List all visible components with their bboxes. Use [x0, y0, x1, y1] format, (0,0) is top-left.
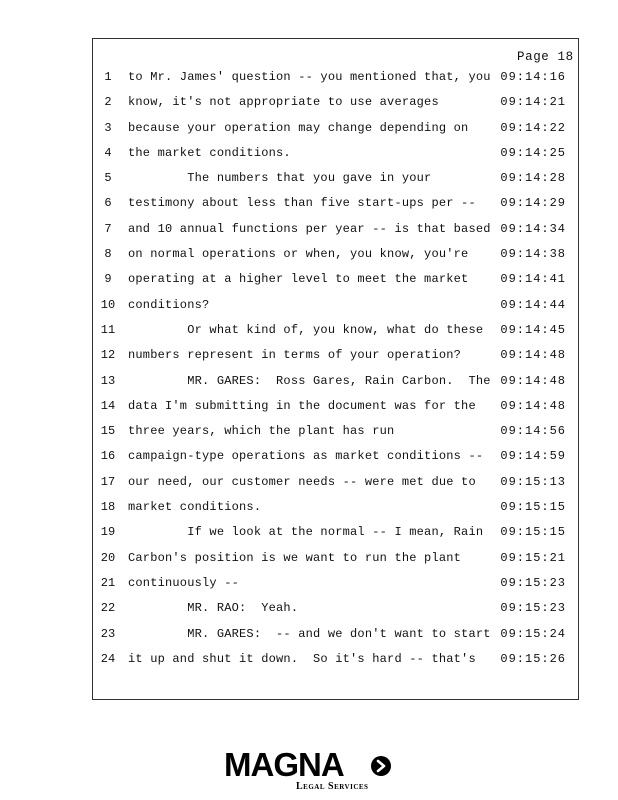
transcript-line	[0, 121, 618, 146]
line-text: The numbers that you gave in your	[128, 171, 432, 186]
timestamp: 09:15:23	[500, 575, 566, 590]
transcript-line	[0, 500, 618, 525]
line-text: If we look at the normal -- I mean, Rain	[128, 525, 484, 540]
line-text: the market conditions.	[128, 145, 291, 160]
transcript-line	[0, 171, 618, 196]
line-text: our need, our customer needs -- were met due to	[128, 474, 476, 489]
timestamp: 09:15:21	[500, 550, 566, 565]
transcript-line	[0, 399, 618, 424]
timestamp: 09:14:25	[500, 145, 566, 160]
line-number: 7	[104, 221, 112, 236]
line-number: 11	[100, 322, 116, 337]
line-text: MR. GARES: Ross Gares, Rain Carbon. The	[128, 373, 491, 388]
transcript-line	[0, 70, 618, 95]
line-text: campaign-type operations as market conditions --	[128, 449, 484, 464]
line-text: to Mr. James' question -- you mentioned that, you	[128, 70, 491, 84]
timestamp: 09:14:44	[500, 297, 566, 312]
line-number: 9	[104, 272, 112, 287]
timestamp: 09:14:45	[500, 322, 566, 337]
transcript-line	[0, 247, 618, 272]
line-text: it up and shut it down. So it's hard -- that's	[128, 651, 476, 666]
transcript-line	[0, 601, 618, 626]
line-number: 12	[100, 348, 116, 363]
transcript-line	[0, 627, 618, 652]
timestamp: 09:14:56	[500, 424, 566, 439]
timestamp: 09:14:48	[500, 348, 566, 363]
page-number: Page 18	[517, 50, 574, 64]
timestamp: 09:15:13	[500, 474, 566, 489]
transcript-line	[0, 196, 618, 221]
arrow-right-circle-icon	[370, 755, 392, 777]
timestamp: 09:15:23	[500, 601, 566, 616]
timestamp: 09:14:22	[500, 120, 566, 135]
line-text: because your operation may change depending on	[128, 120, 469, 135]
timestamp: 09:15:15	[500, 525, 566, 540]
line-text: market conditions.	[128, 500, 262, 515]
line-number: 21	[100, 575, 116, 590]
transcript-line	[0, 95, 618, 120]
line-text: Or what kind of, you know, what do these	[128, 322, 484, 337]
line-text: on normal operations or when, you know, you're	[128, 247, 469, 262]
timestamp: 09:14:38	[500, 247, 566, 262]
line-number: 19	[100, 525, 116, 540]
timestamp: 09:14:21	[500, 95, 566, 110]
timestamp: 09:14:41	[500, 272, 566, 287]
transcript-line	[0, 551, 618, 576]
line-number: 22	[100, 601, 116, 616]
line-text: continuously --	[128, 575, 240, 590]
timestamp: 09:14:48	[500, 373, 566, 388]
line-text: and 10 annual functions per year -- is that based	[128, 221, 491, 236]
magna-logo	[224, 747, 396, 792]
line-number: 18	[100, 500, 116, 515]
line-number: 15	[100, 424, 116, 439]
line-text: data I'm submitting in the document was for the	[128, 398, 476, 413]
line-number: 16	[100, 449, 116, 464]
transcript-line	[0, 298, 618, 323]
line-number: 24	[100, 651, 116, 666]
timestamp: 09:15:15	[500, 500, 566, 515]
line-number: 13	[100, 373, 116, 388]
transcript-line	[0, 272, 618, 297]
logo-subtitle: Legal Services	[296, 781, 369, 792]
timestamp: 09:14:29	[500, 196, 566, 211]
line-number: 2	[104, 95, 112, 110]
line-number: 20	[100, 550, 116, 565]
transcript-line	[0, 222, 618, 247]
line-text: three years, which the plant has run	[128, 424, 395, 439]
transcript-line	[0, 374, 618, 399]
transcript-line	[0, 323, 618, 348]
transcript-line	[0, 348, 618, 373]
timestamp: 09:14:16	[500, 70, 566, 84]
line-number: 1	[104, 70, 112, 84]
logo-wordmark: MAGNA	[224, 746, 344, 783]
timestamp: 09:14:34	[500, 221, 566, 236]
line-text: numbers represent in terms of your operation?	[128, 348, 462, 363]
line-number: 5	[104, 171, 112, 186]
timestamp: 09:15:26	[500, 651, 566, 666]
line-number: 8	[104, 247, 112, 262]
line-text: MR. GARES: -- and we don't want to start	[128, 626, 491, 641]
transcript-line	[0, 652, 618, 677]
line-text: Carbon's position is we want to run the plant	[128, 550, 462, 565]
timestamp: 09:14:28	[500, 171, 566, 186]
transcript-lines	[0, 70, 618, 677]
line-text: testimony about less than five start-ups per --	[128, 196, 476, 211]
transcript-line	[0, 525, 618, 550]
timestamp: 09:14:59	[500, 449, 566, 464]
line-text: operating at a higher level to meet the market	[128, 272, 469, 287]
transcript-line	[0, 475, 618, 500]
timestamp: 09:15:24	[500, 626, 566, 641]
line-number: 17	[100, 474, 116, 489]
transcript-line	[0, 576, 618, 601]
transcript-line	[0, 449, 618, 474]
line-number: 10	[100, 297, 116, 312]
transcript-line	[0, 146, 618, 171]
line-text: MR. RAO: Yeah.	[128, 601, 299, 616]
line-number: 23	[100, 626, 116, 641]
line-text: know, it's not appropriate to use averages	[128, 95, 439, 110]
line-text: conditions?	[128, 297, 210, 312]
line-number: 4	[104, 145, 112, 160]
line-number: 3	[104, 120, 112, 135]
transcript-line	[0, 424, 618, 449]
timestamp: 09:14:48	[500, 398, 566, 413]
line-number: 6	[104, 196, 112, 211]
line-number: 14	[100, 398, 116, 413]
